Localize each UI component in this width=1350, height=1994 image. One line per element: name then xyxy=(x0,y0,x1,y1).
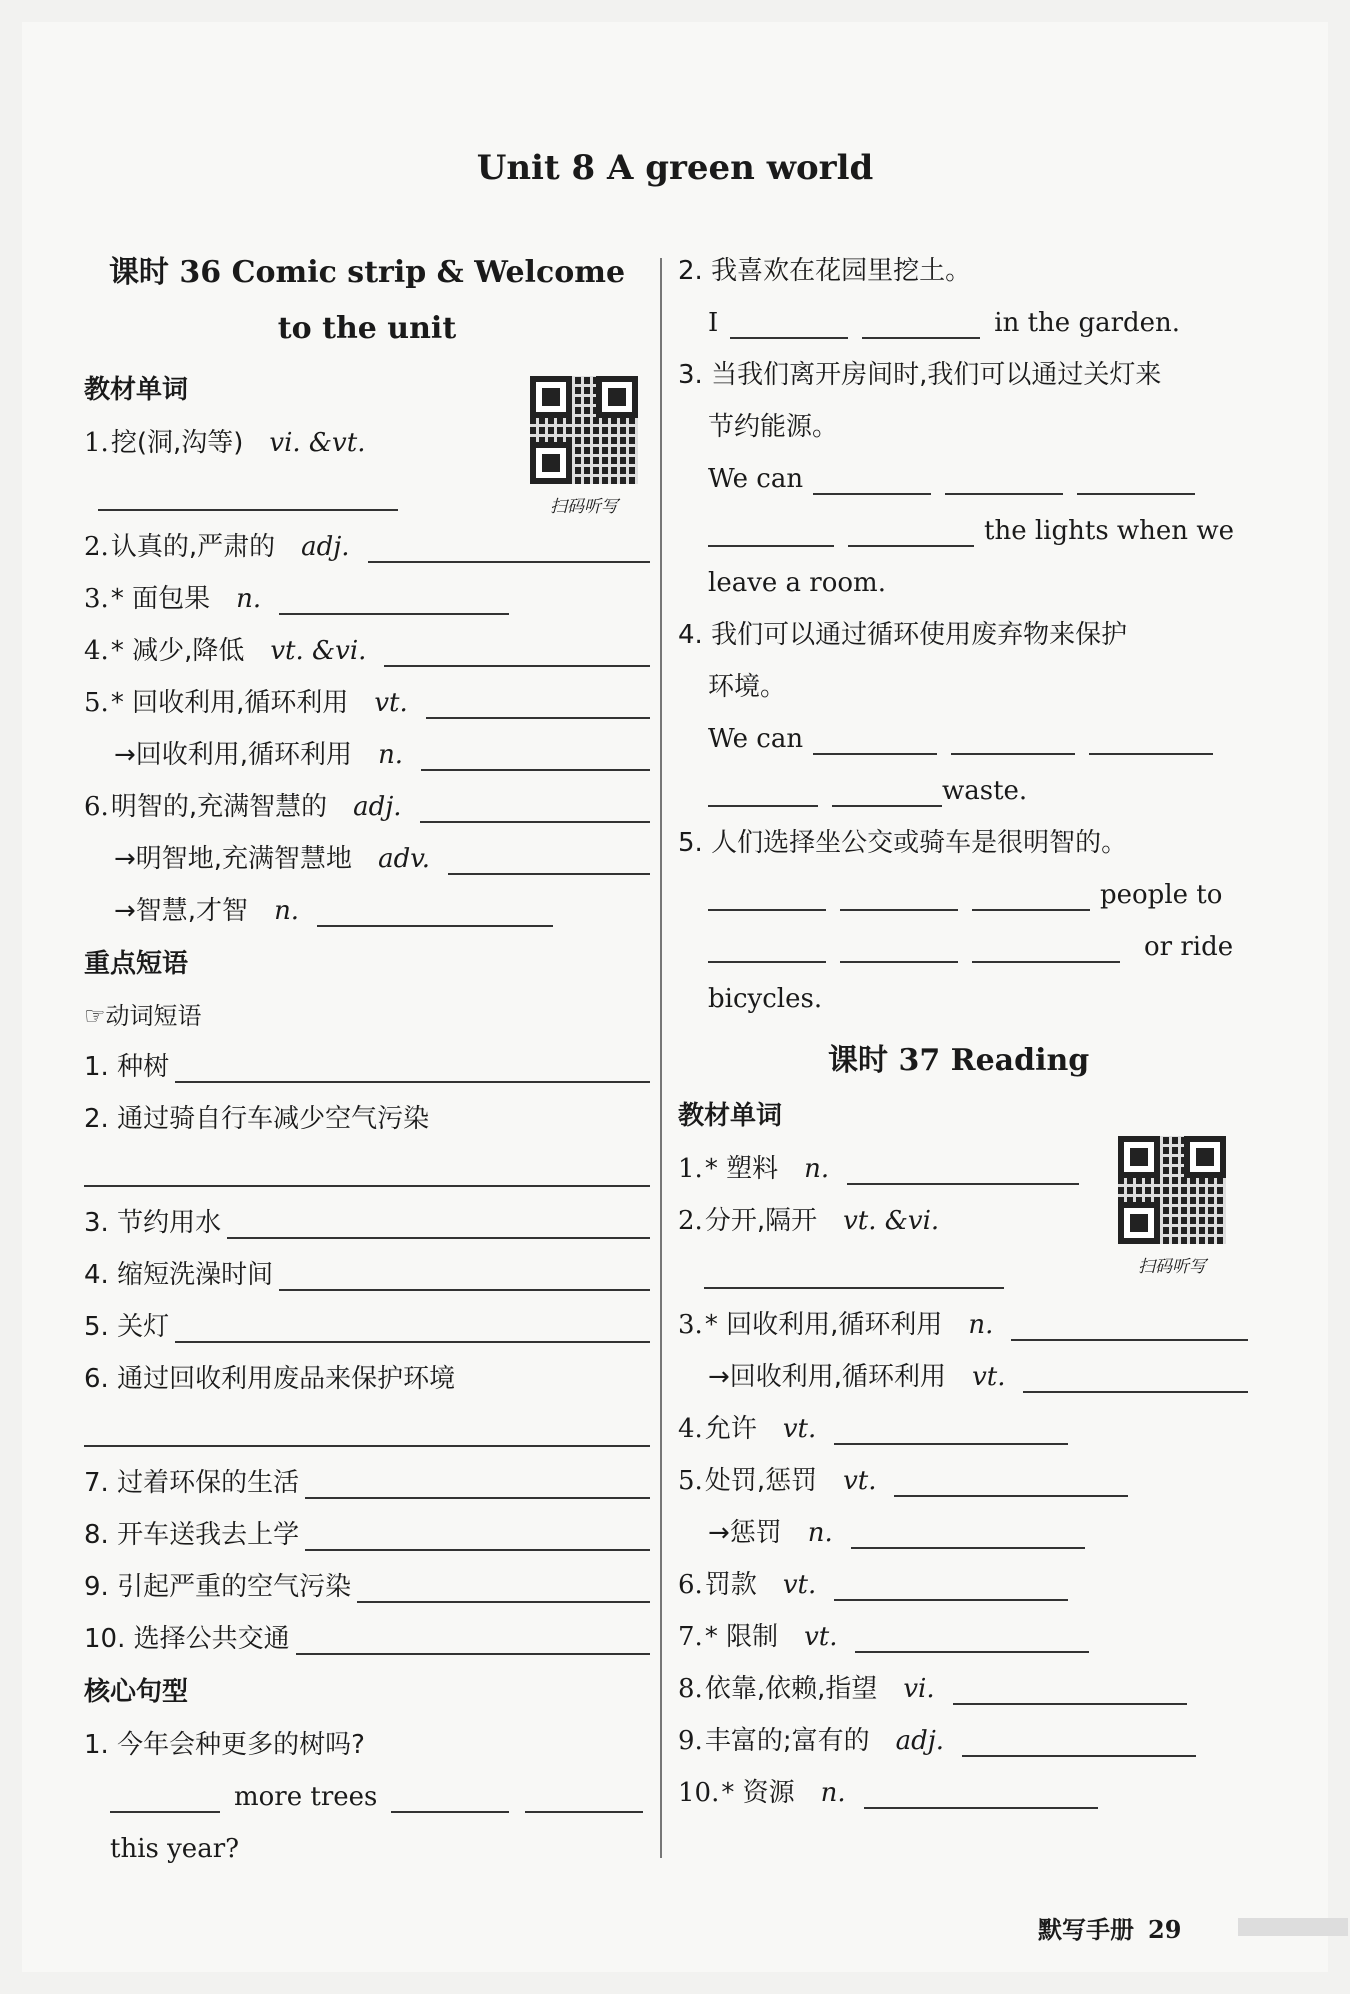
item-number: 4. xyxy=(678,1414,703,1444)
phrase-row xyxy=(84,1561,650,1613)
sentence-row xyxy=(678,505,1248,557)
vocab-row xyxy=(84,833,650,885)
vocab-row xyxy=(678,1715,1248,1767)
part-of-speech: n. xyxy=(807,1518,833,1548)
lesson-36-phrase-heading: 重点短语 xyxy=(84,949,189,979)
item-number: 2. xyxy=(84,532,109,562)
lesson-36-title-line2: to the unit xyxy=(277,311,457,346)
part-of-speech: vt. xyxy=(972,1362,1006,1392)
item-chinese: 处罚,惩罚 xyxy=(704,1466,818,1496)
item-number: 5. xyxy=(84,688,109,718)
item-chinese: 丰富的;富有的 xyxy=(704,1726,870,1756)
phrase-text: 8. 开车送我去上学 xyxy=(84,1520,300,1550)
answer-blank[interactable] xyxy=(448,839,650,875)
phrase-row xyxy=(84,1249,650,1301)
sentence-chinese: 3. 当我们离开房间时,我们可以通过关灯来 xyxy=(678,360,1162,390)
answer-blank[interactable] xyxy=(84,1151,650,1187)
answer-blank[interactable] xyxy=(813,719,937,755)
answer-blank[interactable] xyxy=(305,1515,650,1551)
sentence-english: I xyxy=(708,308,719,338)
answer-blank[interactable] xyxy=(708,927,826,963)
item-chinese: 分开,隔开 xyxy=(704,1206,818,1236)
phrase-row xyxy=(84,1405,650,1457)
item-chinese: 允许 xyxy=(704,1414,757,1444)
item-chinese: 明智的,充满智慧的 xyxy=(110,792,328,822)
answer-blank[interactable] xyxy=(317,891,553,927)
phrase-row xyxy=(84,1197,650,1249)
part-of-speech: n. xyxy=(968,1310,994,1340)
phrase-text: 7. 过着环保的生活 xyxy=(84,1468,300,1498)
answer-blank[interactable] xyxy=(708,511,834,547)
sentence-english: in the garden. xyxy=(994,308,1181,338)
part-of-speech: n. xyxy=(236,584,262,614)
vocab-row xyxy=(678,1767,1248,1819)
unit-title: Unit 8 A green world xyxy=(476,148,874,188)
part-of-speech: adj. xyxy=(895,1726,945,1756)
answer-blank[interactable] xyxy=(704,1253,1004,1289)
item-chinese: 认真的,严肃的 xyxy=(110,532,276,562)
answer-blank[interactable] xyxy=(708,771,818,807)
item-number: 6. xyxy=(84,792,109,822)
sentence-row xyxy=(678,817,1248,869)
item-chinese: * 塑料 xyxy=(704,1154,779,1184)
page-footer xyxy=(1038,1910,1181,1945)
item-number: 4. xyxy=(84,636,109,666)
verb-phrase-subheading: ☞动词短语 xyxy=(84,1002,202,1030)
phrase-text: 4. 缩短洗澡时间 xyxy=(84,1260,274,1290)
item-number: 1. xyxy=(84,428,109,458)
sentence-row xyxy=(678,297,1248,349)
sentence-english: more trees xyxy=(234,1782,378,1812)
answer-blank[interactable] xyxy=(420,787,650,823)
sentence-row xyxy=(678,713,1248,765)
vocab-row xyxy=(84,729,650,781)
answer-blank[interactable] xyxy=(1023,1357,1248,1393)
lesson-37-vocab-heading: 教材单词 xyxy=(678,1101,783,1131)
answer-blank[interactable] xyxy=(296,1619,650,1655)
item-chinese: →回收利用,循环利用 xyxy=(114,740,353,770)
item-chinese: 罚款 xyxy=(704,1570,757,1600)
answer-blank[interactable] xyxy=(98,475,398,511)
phrase-text: 1. 种树 xyxy=(84,1052,170,1082)
answer-blank[interactable] xyxy=(426,683,650,719)
vocab-row xyxy=(84,573,650,625)
part-of-speech: adj. xyxy=(353,792,402,822)
phrase-row xyxy=(84,1457,650,1509)
sentence-row xyxy=(678,401,1248,453)
vocab-row xyxy=(678,1611,1248,1663)
sentence-chinese: 环境。 xyxy=(708,672,787,702)
vocab-row xyxy=(84,625,650,677)
part-of-speech: vt. &vi. xyxy=(270,636,367,666)
right-column xyxy=(678,245,1248,1819)
item-chinese: * 减少,降低 xyxy=(110,636,245,666)
item-number: 3. xyxy=(678,1310,703,1340)
answer-blank[interactable] xyxy=(110,1777,220,1813)
answer-blank[interactable] xyxy=(840,875,958,911)
answer-blank[interactable] xyxy=(1011,1305,1248,1341)
answer-blank[interactable] xyxy=(175,1047,650,1083)
phrase-text: 3. 节约用水 xyxy=(84,1208,222,1238)
sentence-english: We can xyxy=(708,464,804,494)
sentence-row xyxy=(678,557,1248,609)
item-chinese: →回收利用,循环利用 xyxy=(708,1362,947,1392)
sentence-row xyxy=(84,1719,650,1771)
sentence-row xyxy=(678,453,1248,505)
sentence-row xyxy=(678,921,1248,973)
answer-blank[interactable] xyxy=(945,459,1063,495)
phrase-row xyxy=(84,1301,650,1353)
phrase-text: 5. 关灯 xyxy=(84,1312,170,1342)
item-chinese: 挖(洞,沟等) xyxy=(110,428,244,458)
part-of-speech: n. xyxy=(820,1778,846,1808)
sentence-english: people to xyxy=(1100,880,1223,910)
item-number: 8. xyxy=(678,1674,703,1704)
phrase-row xyxy=(84,1041,650,1093)
part-of-speech: vt. &vi. xyxy=(843,1206,940,1236)
item-chinese: 依靠,依赖,指望 xyxy=(704,1674,878,1704)
lesson-36-title xyxy=(84,245,650,357)
item-chinese: →智慧,才智 xyxy=(114,896,249,926)
sentence-row xyxy=(84,1823,650,1875)
footer-decoration xyxy=(1238,1918,1348,1936)
lesson-36-vocab-heading: 教材单词 xyxy=(84,375,189,405)
item-chinese: * 回收利用,循环利用 xyxy=(704,1310,943,1340)
answer-blank[interactable] xyxy=(525,1777,643,1813)
item-chinese: * 面包果 xyxy=(110,584,211,614)
sentence-chinese: 5. 人们选择坐公交或骑车是很明智的。 xyxy=(678,828,1128,858)
answer-blank[interactable] xyxy=(894,1461,1128,1497)
part-of-speech: n. xyxy=(274,896,300,926)
footer-label: 默写手册 xyxy=(1038,1916,1134,1944)
answer-blank[interactable] xyxy=(305,1463,650,1499)
answer-blank[interactable] xyxy=(708,875,826,911)
phrase-row xyxy=(84,1145,650,1197)
item-chinese: →惩罚 xyxy=(708,1518,782,1548)
qr-code-lesson-37[interactable] xyxy=(1118,1136,1226,1244)
answer-blank[interactable] xyxy=(851,1513,1085,1549)
phrase-row xyxy=(84,1509,650,1561)
part-of-speech: n. xyxy=(804,1154,830,1184)
sentence-row xyxy=(678,765,1248,817)
answer-blank[interactable] xyxy=(279,1255,650,1291)
part-of-speech: vt. xyxy=(843,1466,877,1496)
phrase-text: 6. 通过回收利用废品来保护环境 xyxy=(84,1364,456,1394)
sentence-english: or ride xyxy=(1144,932,1234,962)
sentence-english: We can xyxy=(708,724,804,754)
item-number: 1. xyxy=(678,1154,703,1184)
phrase-row xyxy=(84,1613,650,1665)
answer-blank[interactable] xyxy=(972,927,1120,963)
sentence-english: the lights when we xyxy=(984,516,1234,546)
vocab-row xyxy=(678,1559,1248,1611)
item-number: 7. xyxy=(678,1622,703,1652)
vocab-row xyxy=(84,521,650,573)
answer-blank[interactable] xyxy=(421,735,650,771)
part-of-speech: vi. xyxy=(903,1674,935,1704)
item-chinese: →明智地,充满智慧地 xyxy=(114,844,353,874)
answer-blank[interactable] xyxy=(834,1565,1068,1601)
sentence-row xyxy=(678,661,1248,713)
answer-blank[interactable] xyxy=(953,1669,1187,1705)
part-of-speech: n. xyxy=(378,740,404,770)
vocab-row xyxy=(678,1299,1248,1351)
answer-blank[interactable] xyxy=(864,1773,1098,1809)
part-of-speech: vt. xyxy=(374,688,408,718)
part-of-speech: adv. xyxy=(378,844,431,874)
column-divider xyxy=(660,258,662,1858)
phrase-row xyxy=(84,1353,650,1405)
sentence-english: waste. xyxy=(942,776,1028,806)
part-of-speech: adj. xyxy=(301,532,350,562)
sentence-row xyxy=(678,349,1248,401)
item-chinese: * 限制 xyxy=(704,1622,779,1652)
answer-blank[interactable] xyxy=(175,1307,650,1343)
answer-blank[interactable] xyxy=(368,527,650,563)
page-number: 29 xyxy=(1148,1915,1182,1944)
answer-blank[interactable] xyxy=(832,771,942,807)
item-number: 3. xyxy=(84,584,109,614)
lesson-37-title: 课时 37 Reading xyxy=(828,1043,1090,1078)
sentence-english: leave a room. xyxy=(708,568,886,598)
sentence-english: bicycles. xyxy=(708,984,823,1014)
answer-blank[interactable] xyxy=(1077,459,1195,495)
answer-blank[interactable] xyxy=(84,1411,650,1447)
sentence-chinese: 1. 今年会种更多的树吗? xyxy=(84,1730,365,1760)
answer-blank[interactable] xyxy=(384,631,650,667)
item-number: 9. xyxy=(678,1726,703,1756)
item-number: 10. xyxy=(678,1778,720,1808)
vocab-row xyxy=(678,1663,1248,1715)
answer-blank[interactable] xyxy=(951,719,1075,755)
answer-blank[interactable] xyxy=(847,1149,1079,1185)
lesson-36-title-line1: 课时 36 Comic strip & Welcome xyxy=(108,255,626,290)
qr-caption-lesson-36: 扫码听写 xyxy=(550,497,618,517)
answer-blank[interactable] xyxy=(227,1203,650,1239)
item-chinese: * 资源 xyxy=(721,1778,795,1808)
sentence-row xyxy=(84,1771,650,1823)
answer-blank[interactable] xyxy=(840,927,958,963)
sentence-row xyxy=(678,973,1248,1025)
answer-blank[interactable] xyxy=(1089,719,1213,755)
sentence-row xyxy=(678,245,1248,297)
qr-caption-lesson-37: 扫码听写 xyxy=(1138,1257,1206,1277)
sentence-chinese: 2. 我喜欢在花园里挖土。 xyxy=(678,256,972,286)
vocab-row xyxy=(84,885,650,937)
part-of-speech: vt. xyxy=(782,1414,817,1444)
item-number: 6. xyxy=(678,1570,703,1600)
sentence-chinese: 节约能源。 xyxy=(708,412,839,442)
item-number: 5. xyxy=(678,1466,703,1496)
answer-blank[interactable] xyxy=(855,1617,1089,1653)
lesson-36-sentence-heading: 核心句型 xyxy=(84,1677,189,1707)
vocab-row xyxy=(678,1507,1248,1559)
phrase-row xyxy=(84,1093,650,1145)
vocab-row xyxy=(678,1351,1248,1403)
qr-code-lesson-36[interactable] xyxy=(530,376,638,484)
answer-blank[interactable] xyxy=(357,1567,650,1603)
left-column xyxy=(84,245,650,1875)
answer-blank[interactable] xyxy=(279,579,509,615)
answer-blank[interactable] xyxy=(862,303,980,339)
answer-blank[interactable] xyxy=(730,303,848,339)
item-number: 2. xyxy=(678,1206,703,1236)
vocab-row xyxy=(84,677,650,729)
sentence-row xyxy=(678,869,1248,921)
sentence-row xyxy=(678,609,1248,661)
sentence-english: this year? xyxy=(110,1834,240,1864)
answer-blank[interactable] xyxy=(972,875,1090,911)
sentence-chinese: 4. 我们可以通过循环使用废弃物来保护 xyxy=(678,620,1128,650)
vocab-row xyxy=(678,1455,1248,1507)
part-of-speech: vi. &vt. xyxy=(269,428,366,458)
part-of-speech: vt. xyxy=(782,1570,817,1600)
answer-blank[interactable] xyxy=(848,511,974,547)
answer-blank[interactable] xyxy=(834,1409,1068,1445)
item-chinese: * 回收利用,循环利用 xyxy=(110,688,349,718)
answer-blank[interactable] xyxy=(962,1721,1196,1757)
phrase-text: 2. 通过骑自行车减少空气污染 xyxy=(84,1104,430,1134)
answer-blank[interactable] xyxy=(813,459,931,495)
phrase-text: 10. 选择公共交通 xyxy=(84,1624,290,1654)
vocab-row xyxy=(84,781,650,833)
vocab-row xyxy=(678,1403,1248,1455)
answer-blank[interactable] xyxy=(391,1777,509,1813)
part-of-speech: vt. xyxy=(804,1622,838,1652)
phrase-text: 9. 引起严重的空气污染 xyxy=(84,1572,352,1602)
